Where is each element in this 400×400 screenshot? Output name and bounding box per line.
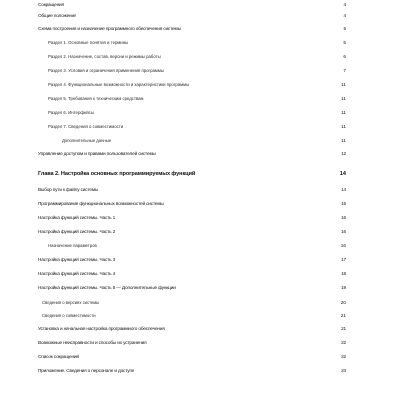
toc-entry-title: Управление доступом и правами пользователей системы bbox=[38, 151, 156, 156]
toc-entry-page: 16 bbox=[341, 215, 346, 220]
toc-entry-page: 17 bbox=[341, 257, 346, 262]
toc-entry[interactable] bbox=[48, 80, 346, 89]
toc-entry-title: Раздел 6. Интерфейсы bbox=[48, 110, 94, 115]
toc-entry-page: 11 bbox=[341, 110, 346, 115]
toc-entry-title: Установка и начальная настройка программного обеспечения bbox=[38, 326, 165, 331]
toc-entry[interactable] bbox=[48, 108, 346, 117]
toc-entry-title: Общие положения bbox=[38, 13, 77, 18]
toc-entry-title: Приложение. Сведения о персонале и доступе bbox=[38, 368, 135, 373]
toc-entry[interactable] bbox=[48, 38, 346, 47]
toc-entry-title: Раздел 5. Требования к техническим средствам bbox=[48, 96, 144, 101]
toc-entry-page: 14 bbox=[341, 187, 346, 192]
toc-entry-page: 15 bbox=[341, 201, 346, 206]
toc-entry-page: 19 bbox=[341, 285, 346, 290]
toc-entry-page: 11 bbox=[341, 124, 346, 129]
toc-entry[interactable] bbox=[38, 24, 346, 33]
toc-entry-page: 16 bbox=[341, 229, 346, 234]
toc-entry-page: 22 bbox=[341, 340, 346, 345]
toc-entry-title: Сведения о совместимости bbox=[42, 313, 96, 318]
toc-entry[interactable] bbox=[42, 311, 346, 320]
toc-entry[interactable] bbox=[38, 0, 346, 9]
toc-entry-page: 11 bbox=[341, 82, 346, 87]
toc-entry-page: 7 bbox=[343, 68, 346, 73]
toc-entry-title: Сведения о версиях системы bbox=[42, 300, 100, 305]
toc-entry-title: Список сокращений bbox=[38, 354, 79, 359]
toc-entry-title: Дополнительные данные bbox=[62, 138, 112, 143]
toc-entry[interactable] bbox=[38, 338, 346, 347]
toc-entry[interactable] bbox=[38, 185, 346, 194]
toc-entry[interactable] bbox=[38, 366, 346, 375]
toc-entry-page: 11 bbox=[341, 138, 346, 143]
toc-entry-title: Раздел 7. Сведения о совместимости bbox=[48, 124, 124, 129]
toc-entry-page: 18 bbox=[341, 271, 346, 276]
toc-entry[interactable] bbox=[42, 298, 346, 307]
toc-entry-title: Схема построения и назначение программного обеспечения системы bbox=[38, 26, 181, 31]
toc-entry-title: Раздел 3. Условия и ограничения применения программы bbox=[48, 68, 164, 73]
toc-entry-page: 5 bbox=[343, 26, 346, 31]
toc-entry-page: 5 bbox=[343, 40, 346, 45]
toc-entry[interactable] bbox=[38, 199, 346, 208]
toc-entry[interactable] bbox=[38, 324, 346, 333]
toc-entry-title: Настройка функций системы. Часть 2 bbox=[38, 229, 116, 234]
toc-entry[interactable] bbox=[38, 11, 346, 20]
toc-entry-page: 14 bbox=[339, 171, 346, 177]
toc-entry-page: 23 bbox=[341, 368, 346, 373]
toc-entry[interactable] bbox=[38, 283, 346, 292]
toc-entry-title: Программирование функциональных возможностей системы bbox=[38, 201, 164, 206]
toc-entry-title: Выбор пути к файлу системы bbox=[38, 187, 99, 192]
toc-entry-page: 6 bbox=[343, 54, 346, 59]
toc-entry[interactable] bbox=[38, 149, 346, 158]
toc-entry-title: Раздел 1. Основные понятия и термины bbox=[48, 40, 129, 45]
toc-entry-title: Раздел 4. Функциональные возможности и характеристики программы bbox=[48, 82, 190, 87]
toc-entry[interactable] bbox=[38, 269, 346, 278]
toc-entry-title: Назначение параметров bbox=[48, 243, 97, 248]
toc-entry-page: 11 bbox=[341, 96, 346, 101]
toc-entry-page: 4 bbox=[343, 2, 346, 7]
toc-entry[interactable] bbox=[38, 213, 346, 222]
toc-entry-page: 12 bbox=[341, 151, 346, 156]
toc-entry-page: 20 bbox=[340, 300, 346, 305]
toc-entry-title: Настройка функций системы. Часть 3 bbox=[38, 257, 116, 262]
toc-entry-title: Настройка функций системы. Часть 4 bbox=[38, 271, 116, 276]
toc-entry-title: Возможные неисправности и способы их устранения bbox=[38, 340, 147, 345]
toc-entry-title: Настройка функций системы. Часть 1 bbox=[38, 215, 116, 220]
toc-entry[interactable] bbox=[62, 136, 346, 145]
toc-entry-title: Глава 2. Настройка основных программируемых функций bbox=[38, 171, 196, 177]
toc-entry[interactable] bbox=[48, 94, 346, 103]
toc-entry[interactable] bbox=[38, 352, 346, 361]
toc-entry[interactable] bbox=[38, 255, 346, 264]
toc-entry-page: 16 bbox=[340, 243, 346, 248]
toc-entry[interactable] bbox=[48, 122, 346, 131]
toc-entry-title: Сокращения bbox=[38, 2, 64, 7]
toc-entry-page: 21 bbox=[341, 326, 346, 331]
toc-entry-page: 4 bbox=[343, 13, 346, 18]
toc-entry[interactable] bbox=[48, 66, 346, 75]
toc-entry[interactable] bbox=[48, 241, 346, 250]
toc-entry[interactable] bbox=[38, 227, 346, 236]
toc-entry-title: Раздел 2. Назначение, состав, версии и режимы работы bbox=[48, 54, 161, 59]
toc-entry-title: Настройка функций системы. Часть 5 — Дополнительные функции bbox=[38, 285, 176, 290]
toc-entry-page: 22 bbox=[341, 354, 346, 359]
toc-chapter-heading[interactable] bbox=[38, 170, 346, 179]
toc-entry-page: 21 bbox=[340, 313, 346, 318]
toc-entry[interactable] bbox=[48, 52, 346, 61]
